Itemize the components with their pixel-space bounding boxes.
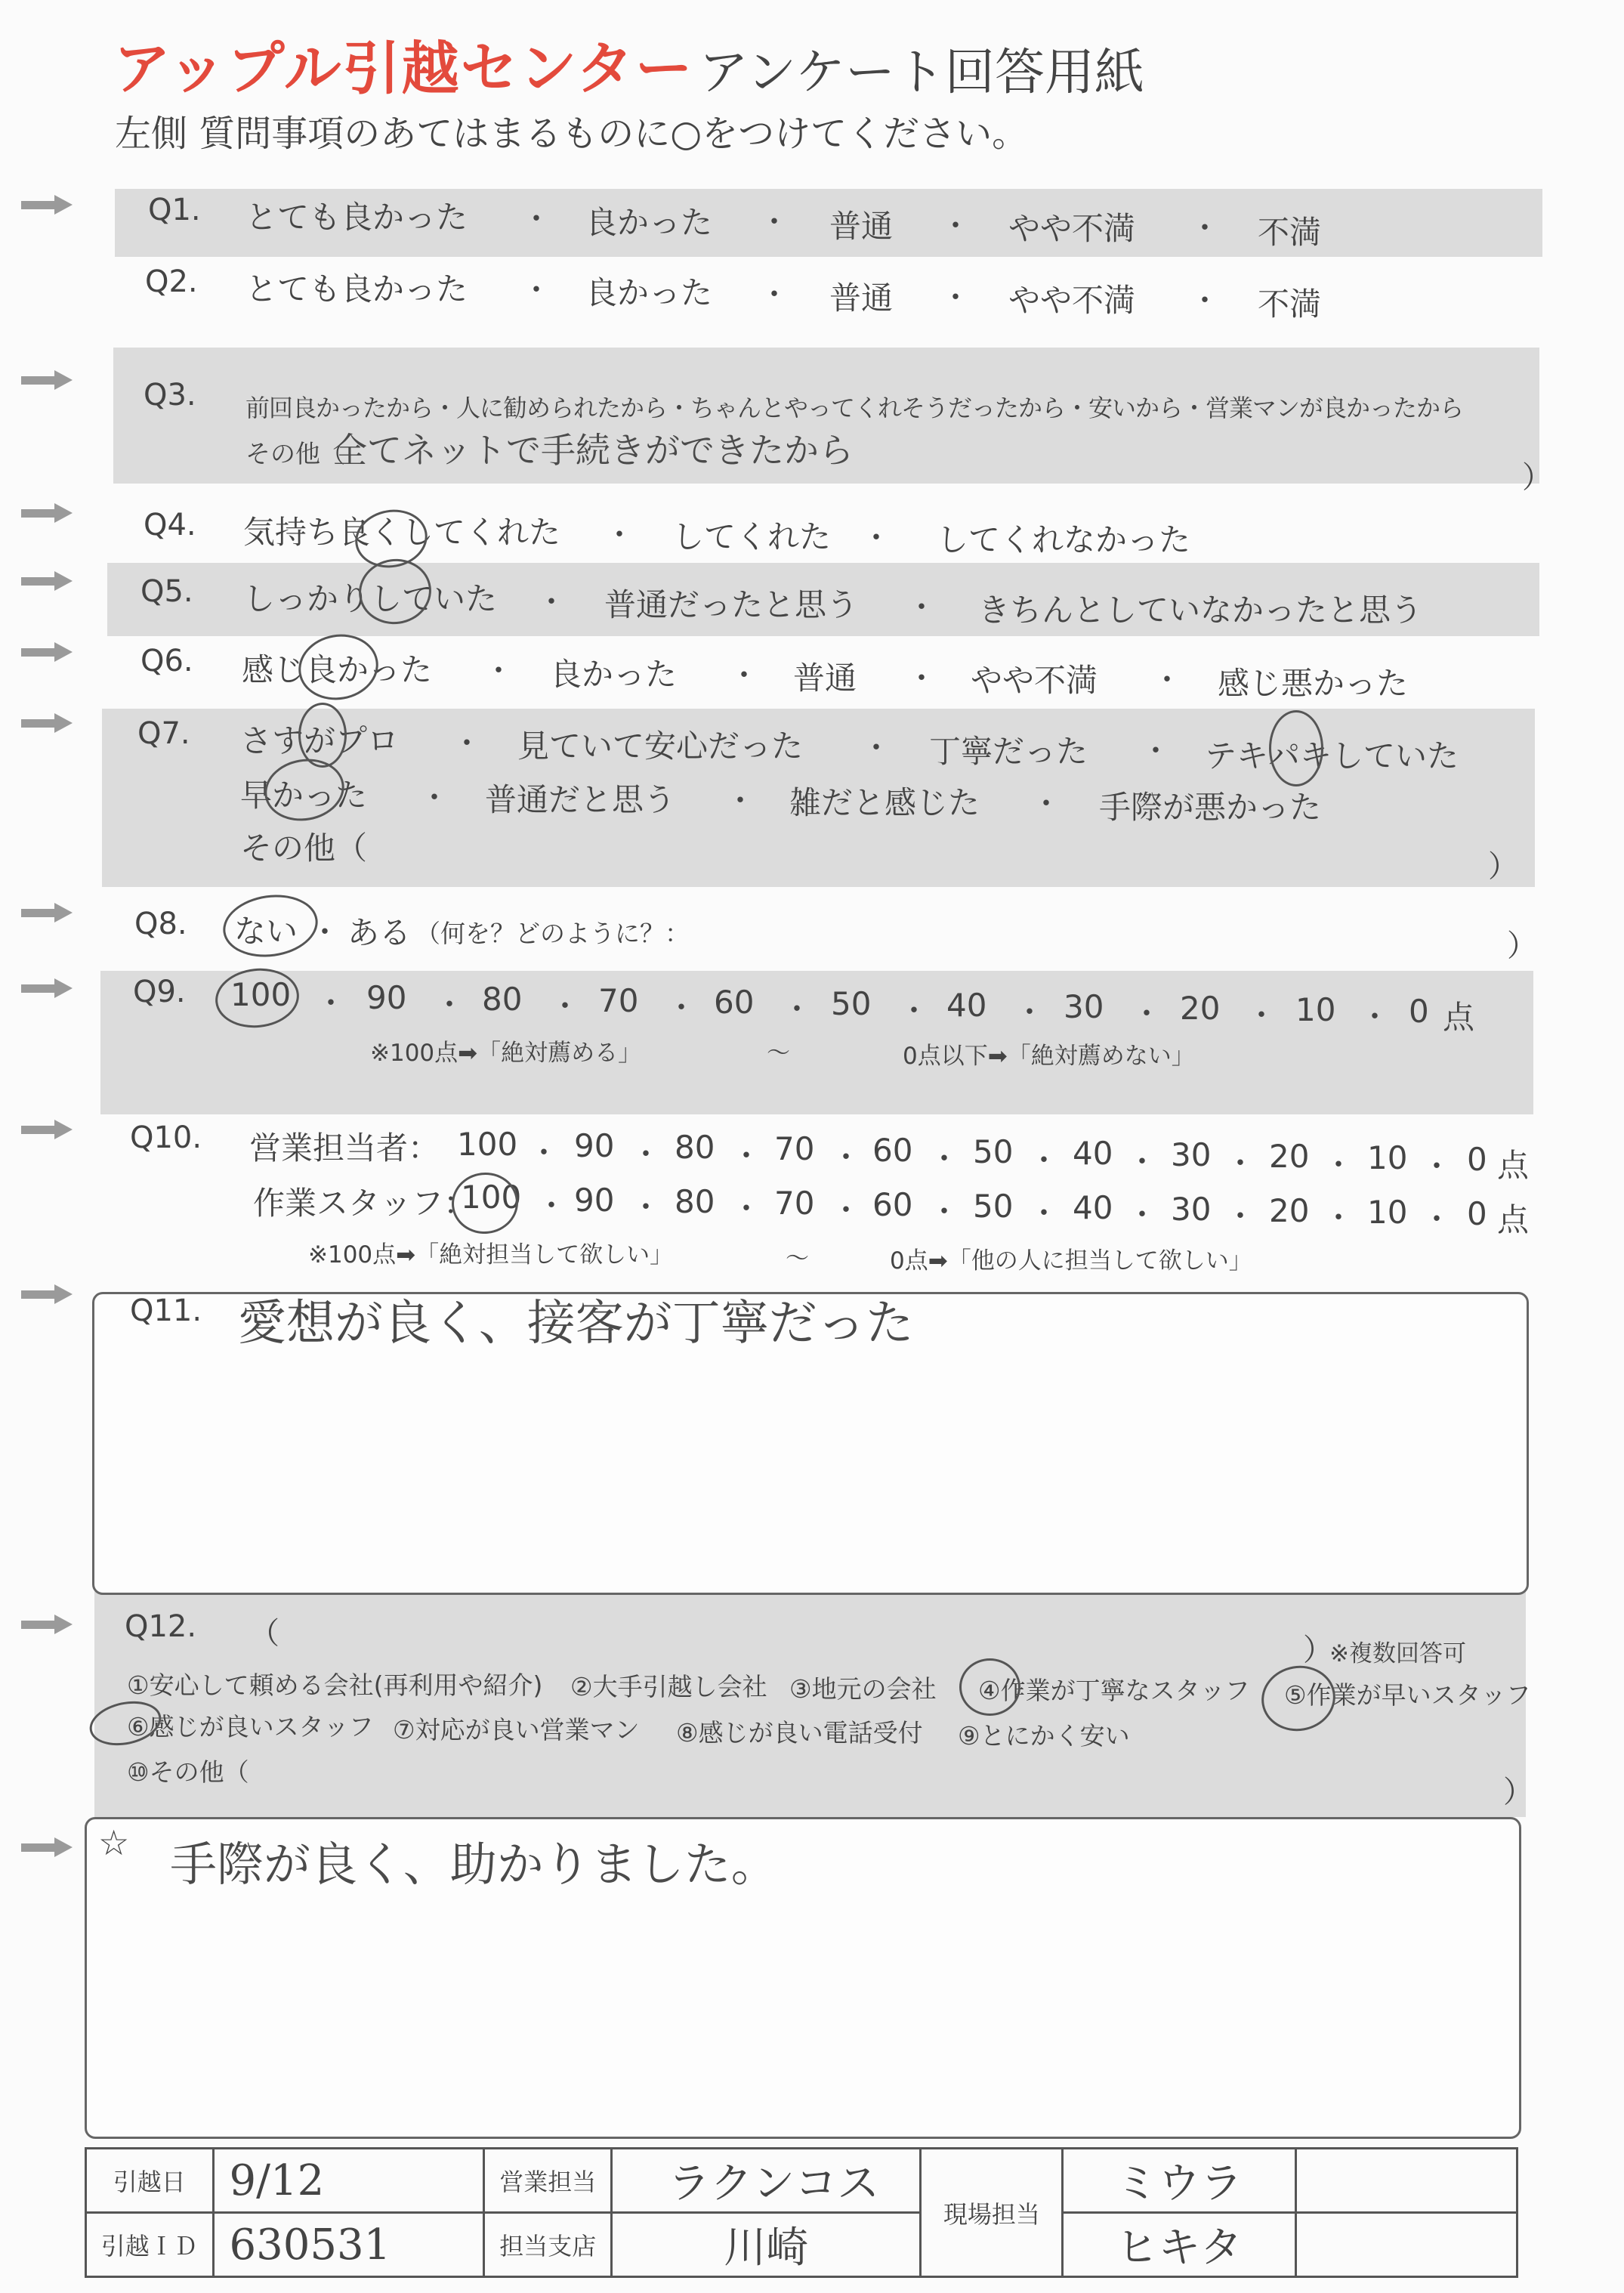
q10-staff-score[interactable]: 30 bbox=[1171, 1191, 1212, 1228]
q12-option[interactable]: ③地元の会社 bbox=[789, 1674, 937, 1704]
separator: ・ bbox=[1127, 1145, 1157, 1179]
q10-staff-score[interactable]: 60 bbox=[872, 1186, 913, 1223]
separator: ・ bbox=[1031, 786, 1061, 821]
q1-option[interactable]: 良かった bbox=[585, 204, 713, 241]
separator: ・ bbox=[929, 1194, 959, 1229]
separator: ・ bbox=[861, 521, 891, 555]
separator: ・ bbox=[729, 658, 759, 693]
q12-option[interactable]: ①安心して頼める会社(再利用や紹介) bbox=[127, 1670, 543, 1700]
q11-label: Q11. bbox=[130, 1293, 202, 1328]
form-title: アンケート回答用紙 bbox=[699, 43, 1145, 101]
q2-option[interactable]: 良かった bbox=[585, 274, 713, 311]
separator: ・ bbox=[1323, 1148, 1354, 1182]
q12-other-label: ⑩その他（ bbox=[127, 1757, 249, 1787]
separator: ・ bbox=[452, 726, 482, 761]
q9-score[interactable]: 40 bbox=[946, 987, 987, 1024]
q5-option[interactable]: しっかりしていた bbox=[243, 580, 498, 617]
q7-option[interactable]: 雑だと感じた bbox=[789, 784, 980, 821]
separator: ・ bbox=[1360, 1000, 1390, 1034]
separator: ・ bbox=[940, 280, 971, 315]
q12-option[interactable]: ②大手引越し会社 bbox=[570, 1672, 767, 1701]
q7-option[interactable]: 手際が悪かった bbox=[1099, 789, 1322, 826]
q12-option[interactable]: ⑥感じが良いスタッフ bbox=[127, 1712, 374, 1741]
q10-sales-score[interactable]: 10 bbox=[1367, 1139, 1408, 1176]
separator: ・ bbox=[1190, 283, 1220, 318]
q9-score[interactable]: 70 bbox=[598, 982, 639, 1019]
separator: ・ bbox=[1225, 1146, 1255, 1181]
q9-score[interactable]: 80 bbox=[482, 981, 523, 1018]
separator: ・ bbox=[731, 1139, 761, 1173]
q1-option[interactable]: とても良かった bbox=[245, 199, 468, 236]
q7-option[interactable]: さすがプロ bbox=[240, 722, 400, 759]
q12-other-close: ） bbox=[1503, 1775, 1533, 1809]
q10-staff-label: 作業スタッフ： bbox=[253, 1185, 476, 1222]
separator: ・ bbox=[529, 1136, 559, 1170]
q4-option[interactable]: 気持ち良くしてくれた bbox=[243, 514, 561, 551]
q12-option[interactable]: ⑤作業が早いスタッフ bbox=[1284, 1680, 1531, 1710]
q9-note-left: ※100点➡「絶対薦める」 bbox=[370, 1040, 642, 1067]
q9-score[interactable]: 10 bbox=[1295, 991, 1336, 1028]
q12-note: ※複数回答可 bbox=[1329, 1640, 1466, 1667]
q10-tilde: 〜 bbox=[786, 1245, 809, 1272]
q8-option[interactable]: ない bbox=[234, 913, 298, 950]
q10-sales-label: 営業担当者： bbox=[249, 1130, 440, 1167]
separator: ・ bbox=[483, 654, 514, 688]
q5-label: Q5. bbox=[140, 574, 193, 609]
answer-circle bbox=[293, 628, 383, 706]
q2-option[interactable]: やや不満 bbox=[1008, 282, 1136, 319]
q9-score[interactable]: 100 bbox=[230, 976, 292, 1013]
separator: ・ bbox=[759, 205, 789, 239]
q10-staff-score[interactable]: 70 bbox=[774, 1185, 815, 1222]
answer-circle bbox=[298, 703, 347, 768]
q6-option[interactable]: 良かった bbox=[550, 656, 678, 693]
q8-label: Q8. bbox=[134, 907, 187, 941]
separator: ・ bbox=[1132, 997, 1162, 1031]
separator: ・ bbox=[310, 915, 340, 950]
separator: ・ bbox=[1152, 663, 1182, 697]
q9-score[interactable]: 20 bbox=[1180, 990, 1221, 1027]
q12-option[interactable]: ⑧感じが良い電話受付 bbox=[676, 1718, 923, 1748]
separator: ・ bbox=[536, 1188, 567, 1223]
q10-note-left: ※100点➡「絶対担当して欲しい」 bbox=[308, 1241, 674, 1269]
q2-option[interactable]: 普通 bbox=[829, 280, 894, 317]
q4-option[interactable]: してくれた bbox=[672, 518, 832, 555]
q12-close-paren: ） bbox=[1303, 1633, 1333, 1667]
company-name: アップル引越センター bbox=[113, 35, 694, 102]
q10-sales-score[interactable]: 50 bbox=[973, 1133, 1014, 1170]
separator: ・ bbox=[940, 209, 971, 243]
instruction-text: 左側 質問事項のあてはまるものに○をつけてください。 bbox=[115, 113, 1029, 155]
separator: ・ bbox=[759, 277, 789, 312]
q12-label: Q12. bbox=[125, 1609, 197, 1644]
q6-label: Q6. bbox=[140, 644, 193, 678]
q3-options[interactable]: 前回良かったから・人に勧められたから・ちゃんとやってくれそうだったから・安いから・営業マンが良かったから bbox=[245, 394, 1464, 422]
q7-option[interactable]: 普通だと思う bbox=[485, 781, 676, 818]
arrow-icon bbox=[21, 370, 74, 390]
separator: ・ bbox=[1029, 1196, 1059, 1231]
q6-option[interactable]: 感じ悪かった bbox=[1218, 665, 1409, 702]
separator: ・ bbox=[631, 1137, 661, 1172]
q10-note-right: 0点➡「他の人に担当して欲しい」 bbox=[890, 1247, 1252, 1275]
separator: ・ bbox=[1422, 1202, 1452, 1237]
arrow-icon bbox=[21, 195, 74, 215]
q10-sales-score[interactable]: 0 bbox=[1467, 1141, 1487, 1178]
q8-option[interactable]: ある bbox=[347, 914, 412, 951]
branch-label: 担当支店 bbox=[484, 2213, 612, 2277]
q10-sales-score[interactable]: 90 bbox=[574, 1127, 615, 1164]
q1-label: Q1. bbox=[148, 193, 201, 227]
separator: ・ bbox=[536, 585, 567, 620]
q9-unit: 点 bbox=[1443, 999, 1475, 1036]
separator: ・ bbox=[419, 780, 449, 815]
q6-option[interactable]: 感じ良かった bbox=[242, 651, 433, 688]
separator: ・ bbox=[929, 1142, 959, 1176]
separator: ・ bbox=[861, 731, 891, 765]
q10-label: Q10. bbox=[130, 1120, 202, 1155]
q10-staff-score[interactable]: 50 bbox=[973, 1188, 1014, 1225]
q10-sales-score[interactable]: 30 bbox=[1171, 1136, 1212, 1173]
separator: ・ bbox=[1014, 995, 1045, 1030]
q10-sales-score[interactable]: 60 bbox=[872, 1132, 913, 1169]
answer-circle bbox=[1269, 710, 1323, 786]
q7-option[interactable]: 丁寧だった bbox=[929, 733, 1088, 770]
q10-sales-score[interactable]: 80 bbox=[675, 1129, 715, 1166]
q7-option[interactable]: 見ていて安心だった bbox=[517, 728, 804, 765]
separator: ・ bbox=[550, 989, 580, 1024]
separator: ・ bbox=[899, 994, 929, 1028]
arrow-icon bbox=[21, 713, 74, 733]
move-id-label: 引越ＩＤ bbox=[86, 2213, 214, 2277]
q9-score[interactable]: 90 bbox=[366, 979, 407, 1016]
arrow-icon bbox=[21, 1615, 74, 1634]
q9-note-right: 0点以下➡「絶対薦めない」 bbox=[903, 1043, 1195, 1070]
q1-option[interactable]: 不満 bbox=[1258, 214, 1322, 251]
q9-score[interactable]: 50 bbox=[831, 985, 872, 1022]
q12-option[interactable]: ⑦対応が良い営業マン bbox=[393, 1715, 640, 1744]
empty-cell bbox=[1295, 2213, 1517, 2277]
q9-label: Q9. bbox=[133, 975, 186, 1009]
separator: ・ bbox=[731, 1191, 761, 1226]
q8-detail: （何を？どのように？： bbox=[415, 919, 690, 948]
q7-option[interactable]: 早かった bbox=[240, 777, 368, 814]
q10-staff-unit: 点 bbox=[1497, 1201, 1530, 1238]
q9-score[interactable]: 60 bbox=[714, 984, 755, 1021]
star-icon: ☆ bbox=[98, 1822, 130, 1863]
q6-option[interactable]: 普通 bbox=[793, 660, 857, 697]
separator: ・ bbox=[831, 1140, 861, 1175]
comment-handwritten-text: 手際が良く、助かりました。 bbox=[170, 1837, 778, 1892]
q3-handwritten-answer: 全てネットで手続きができたから bbox=[332, 430, 854, 471]
q3-label: Q3. bbox=[144, 378, 196, 413]
arrow-icon bbox=[21, 1837, 74, 1857]
arrow-icon bbox=[21, 642, 74, 662]
q7-label: Q7. bbox=[137, 716, 190, 751]
separator: ・ bbox=[906, 661, 937, 696]
sales-label: 営業担当 bbox=[484, 2149, 612, 2213]
footer-table bbox=[85, 2147, 1518, 2278]
q2-label: Q2. bbox=[145, 264, 198, 299]
arrow-icon bbox=[21, 1284, 74, 1304]
q10-staff-score[interactable]: 40 bbox=[1073, 1189, 1113, 1226]
q10-sales-score[interactable]: 70 bbox=[774, 1130, 815, 1167]
q5-option[interactable]: きちんとしていなかったと思う bbox=[978, 592, 1423, 629]
separator: ・ bbox=[906, 590, 937, 625]
separator: ・ bbox=[1029, 1143, 1059, 1178]
separator: ・ bbox=[725, 783, 755, 818]
q4-option[interactable]: してくれなかった bbox=[937, 521, 1191, 558]
separator: ・ bbox=[316, 986, 346, 1021]
separator: ・ bbox=[1190, 211, 1220, 246]
q2-option[interactable]: 不満 bbox=[1258, 286, 1322, 323]
q1-option[interactable]: やや不満 bbox=[1008, 210, 1136, 247]
q12-option[interactable]: ⑨とにかく安い bbox=[958, 1721, 1130, 1751]
q10-sales-unit: 点 bbox=[1497, 1147, 1530, 1184]
separator: ・ bbox=[1225, 1199, 1255, 1234]
empty-cell bbox=[1295, 2149, 1517, 2213]
q9-score[interactable]: 0 bbox=[1409, 993, 1429, 1030]
q7-close-paren: ） bbox=[1488, 849, 1518, 884]
q5-option[interactable]: 普通だったと思う bbox=[604, 586, 859, 623]
separator: ・ bbox=[434, 987, 465, 1022]
move-date-value: 9/12 bbox=[213, 2149, 484, 2213]
branch-value: 川崎 bbox=[611, 2213, 920, 2277]
q9-score[interactable]: 30 bbox=[1064, 988, 1104, 1025]
q1-option[interactable]: 普通 bbox=[829, 208, 894, 245]
q10-staff-score[interactable]: 0 bbox=[1467, 1195, 1487, 1232]
q3-close-paren: ） bbox=[1522, 460, 1552, 495]
q10-sales-score[interactable]: 40 bbox=[1073, 1135, 1113, 1172]
q10-staff-score[interactable]: 20 bbox=[1269, 1192, 1310, 1229]
separator: ・ bbox=[631, 1190, 661, 1225]
q4-label: Q4. bbox=[144, 508, 196, 542]
q12-option[interactable]: ④作業が丁寧なスタッフ bbox=[978, 1676, 1250, 1705]
arrow-icon bbox=[21, 503, 74, 523]
site-value-1: ミウラ bbox=[1063, 2149, 1295, 2213]
site-value-2: ヒキタ bbox=[1063, 2213, 1295, 2277]
site-label: 現場担当 bbox=[921, 2149, 1063, 2277]
q10-sales-score[interactable]: 20 bbox=[1269, 1138, 1310, 1175]
q6-option[interactable]: やや不満 bbox=[971, 662, 1098, 699]
sales-value: ラクンコス bbox=[611, 2149, 920, 2213]
q7-option[interactable]: テキパキしていた bbox=[1205, 737, 1459, 774]
separator: ・ bbox=[1323, 1201, 1354, 1235]
q10-staff-score[interactable]: 10 bbox=[1367, 1194, 1408, 1231]
q8-close-paren: ） bbox=[1507, 929, 1537, 963]
separator: ・ bbox=[666, 990, 696, 1025]
separator: ・ bbox=[521, 273, 551, 307]
q3-other-label: その他（ bbox=[245, 439, 345, 468]
move-id-value: 630531 bbox=[213, 2213, 484, 2277]
arrow-icon bbox=[21, 1120, 74, 1139]
separator: ・ bbox=[1141, 734, 1171, 768]
arrow-icon bbox=[21, 978, 74, 998]
q12-open-paren: （ bbox=[249, 1616, 279, 1651]
q10-sales-score[interactable]: 100 bbox=[457, 1126, 518, 1163]
q11-handwritten-answer: 愛想が良く、接客が丁寧だった bbox=[238, 1296, 914, 1352]
arrow-icon bbox=[21, 903, 74, 922]
separator: ・ bbox=[604, 518, 634, 552]
separator: ・ bbox=[1127, 1197, 1157, 1232]
q10-staff-score[interactable]: 80 bbox=[675, 1183, 715, 1220]
q2-option[interactable]: とても良かった bbox=[245, 270, 468, 307]
separator: ・ bbox=[782, 992, 812, 1027]
answer-circle bbox=[959, 1658, 1020, 1716]
q7-other-label: その他（ bbox=[240, 830, 368, 867]
move-date-label: 引越日 bbox=[86, 2149, 214, 2213]
separator: ・ bbox=[1422, 1149, 1452, 1184]
q10-staff-score[interactable]: 90 bbox=[574, 1182, 615, 1219]
separator: ・ bbox=[831, 1193, 861, 1228]
separator: ・ bbox=[521, 202, 551, 236]
q9-tilde: 〜 bbox=[767, 1040, 790, 1067]
separator: ・ bbox=[1246, 998, 1277, 1033]
q10-staff-score[interactable]: 100 bbox=[461, 1179, 522, 1216]
arrow-icon bbox=[21, 571, 74, 591]
